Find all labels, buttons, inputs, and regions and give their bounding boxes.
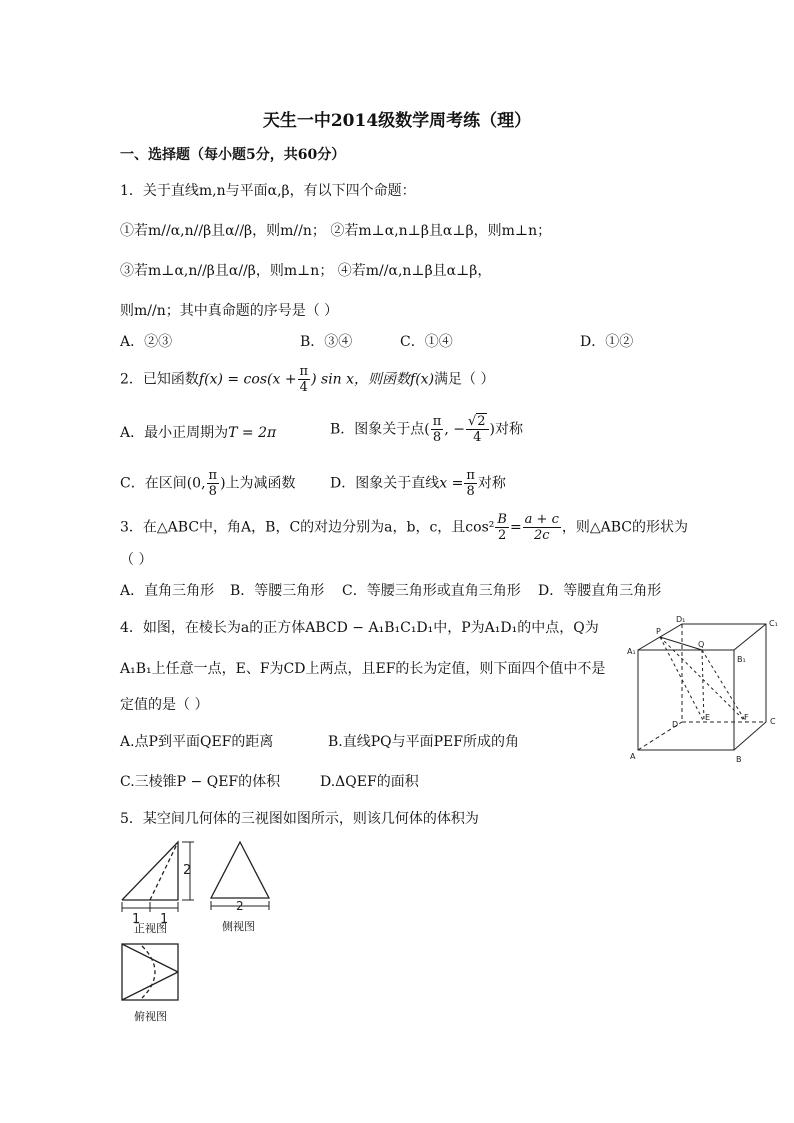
q3-option-b: B．等腰三角形: [230, 583, 325, 599]
q2-stem: [120, 364, 495, 395]
cube-figure: [626, 614, 786, 770]
side-view-label: 侧视图: [222, 920, 255, 933]
q2-stem-fx: f(x) = cos(x +: [198, 371, 297, 388]
top-view-figure: [118, 940, 184, 1006]
front-view-label: 正视图: [134, 922, 167, 935]
q1-line1: ①若m//α,n//β且α//β，则m//n； ②若m⊥α,n⊥β且α⊥β，则m⊥n；: [120, 223, 552, 239]
q1-stem: 1．关于直线m,n与平面α,β，有以下四个命题：: [120, 183, 416, 199]
q4-line1: 4．如图，在棱长为a的正方体ABCD − A₁B₁C₁D₁中，P为A₁D₁的中点，Q为: [120, 620, 599, 636]
q5-stem: 5．某空间几何体的三视图如图所示，则该几何体的体积为: [120, 811, 479, 827]
q1-option-d: D．①②: [580, 334, 634, 350]
q1-line3: 则m//n；其中真命题的序号是（ ）: [120, 303, 339, 319]
cube-label-b: B: [736, 755, 742, 764]
q3-option-a: A．直角三角形: [120, 583, 215, 599]
q2-stem-a: 2．已知函数: [120, 371, 199, 388]
q1-option-b: B．③④: [300, 334, 353, 350]
side-view-figure: [206, 838, 276, 918]
cube-label-e: E: [705, 713, 711, 722]
q2-option-a: A．最小正周期为T = 2π: [120, 425, 277, 441]
side-dim-width: 2: [236, 899, 244, 913]
q2-option-d: D．图象关于直线x = $\frac{\pi}{8}$ 对称: [330, 468, 506, 499]
cube-label-a1: A₁: [627, 647, 636, 656]
q4-line3: 定值的是（ ）: [120, 697, 209, 713]
q2-stem-b: ) sin x，则函数: [311, 371, 411, 388]
cube-label-d: D: [672, 720, 679, 729]
exam-title: 天生一中2014级数学周考练（理）: [262, 111, 532, 131]
section-heading: 一、选择题（每小题5分，共60分）: [120, 147, 346, 163]
front-dim-height: 2: [183, 863, 192, 878]
cube-label-c: C: [770, 717, 776, 726]
q4-option-c: C.三棱锥P − QEF的体积: [120, 774, 281, 790]
front-dim-left: 1: [132, 912, 141, 927]
cube-label-p: P: [656, 627, 661, 636]
q3-stem: 3．在△ABC中，角A，B，C的对边分别为a，b，c，且cos² $\frac{B}{2}$ = $\frac{a + c}{2c}$ ，则△ABC的形状为: [120, 512, 689, 543]
front-dim-right: 1: [160, 912, 169, 927]
q4-line2: A₁B₁上任意一点，E、F为CD上两点，且EF的长为定值，则下面四个值中不是: [120, 661, 606, 677]
q3-paren: （ ）: [120, 552, 153, 568]
q4-option-a: A.点P到平面QEF的距离: [120, 734, 274, 750]
top-view-label: 俯视图: [134, 1010, 167, 1023]
q4-option-d: D.ΔQEF的面积: [320, 774, 419, 790]
q2-option-b: B．图象关于点( $\frac{\pi}{8}$ , − $\frac{√2}{4}$ )对称: [330, 414, 523, 445]
q4-option-b: B.直线PQ与平面PEF所成的角: [328, 734, 519, 750]
q2-stem-fx2: f(x): [410, 371, 435, 388]
cube-label-a: A: [630, 752, 636, 761]
q2-frac-pi4: $\frac{\pi}{4}$: [299, 364, 309, 395]
cube-label-d1: D₁: [676, 615, 686, 624]
cube-label-q: Q: [698, 640, 705, 649]
q3-option-c: C．等腰三角形或直角三角形: [342, 583, 521, 599]
q2-option-c: C．在区间(0, $\frac{\pi}{8}$ )上为减函数: [120, 468, 296, 499]
q2-stem-c: 满足（ ）: [434, 371, 495, 388]
q3-option-d: D．等腰直角三角形: [538, 583, 662, 599]
cube-label-b1: B₁: [737, 655, 746, 664]
q1-line2: ③若m⊥α,n//β且α//β，则m⊥n； ④若m//α,n⊥β且α⊥β，: [120, 263, 492, 279]
cube-label-c1: C₁: [769, 619, 778, 628]
q1-option-a: A．②③: [120, 334, 173, 350]
q1-option-c: C．①④: [400, 334, 453, 350]
cube-label-f: F: [744, 713, 749, 722]
